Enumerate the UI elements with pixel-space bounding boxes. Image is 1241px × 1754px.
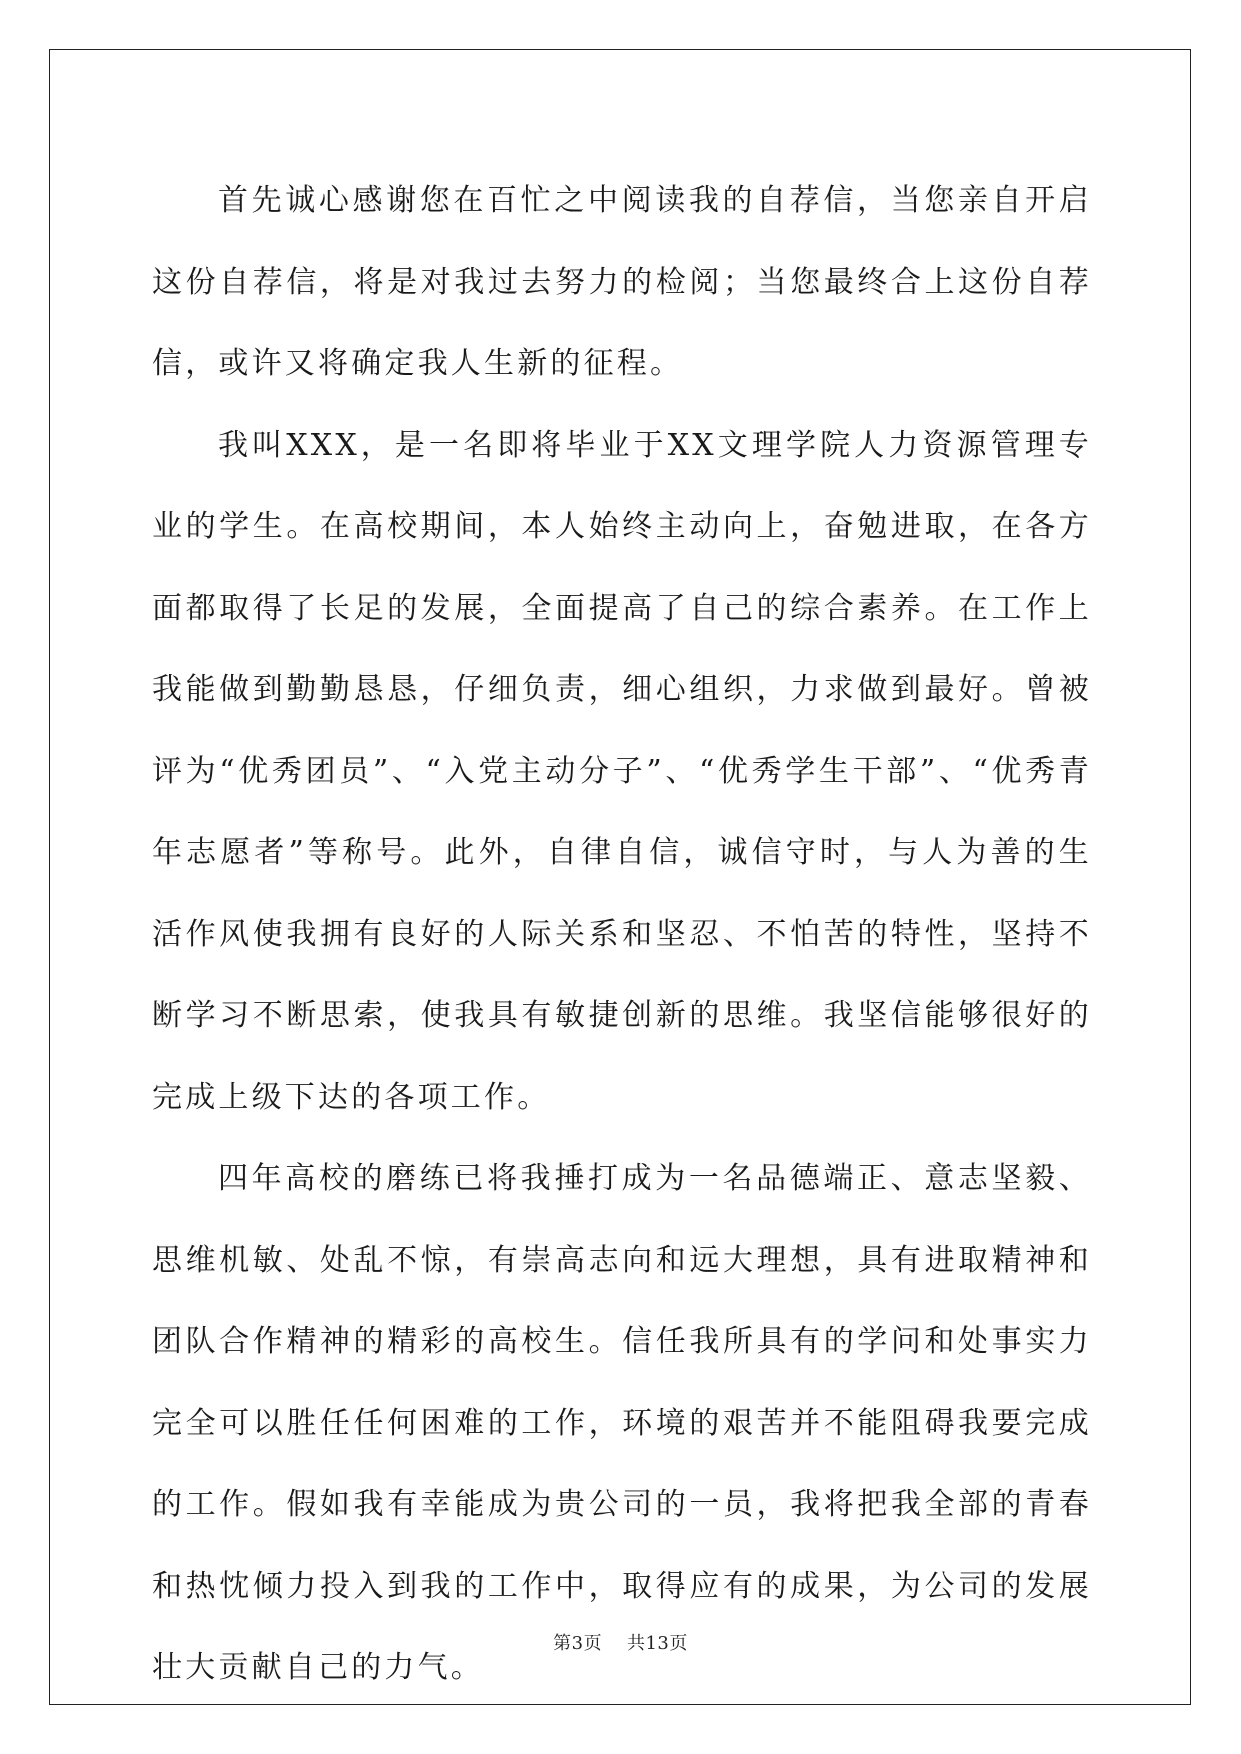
document-body [152,160,1092,1709]
paragraph-2: 我叫XXX，是一名即将毕业于XX文理学院人力资源管理专业的学生。在高校期间，本人始终主动向上，奋勉进取，在各方面都取得了长足的发展，全面提高了自己的综合素养。在工作上我能做到勤勤恳恳，仔细负责，细心组织，力求做到最好。曾被评为“优秀团员”、“入党主动分子”、“优秀学生干部”、“优秀青年志愿者”等称号。此外，自律自信，诚信守时，与人为善的生活作风使我拥有良好的人际关系和坚忍、不怕苦的特性，坚持不断学习不断思索，使我具有敏捷创新的思维。我坚信能够很好的完成上级下达的各项工作。 [152,427,1092,1115]
paragraph-1: 首先诚心感谢您在百忙之中阅读我的自荐信，当您亲自开启这份自荐信，将是对我过去努力的检阅；当您最终合上这份自荐信，或许又将确定我人生新的征程。 [152,183,1092,381]
page-number-footer: 第3页 共13页 [553,1633,688,1654]
paragraph-3: 四年高校的磨练已将我捶打成为一名品德端正、意志坚毅、思维机敏、处乱不惊，有崇高志向和远大理想，具有进取精神和团队合作精神的精彩的高校生。信任我所具有的学问和处事实力完全可以胜任任何困难的工作，环境的艰苦并不能阻碍我要完成的工作。假如我有幸能成为贵公司的一员，我将把我全部的青春和热忱倾力投入到我的工作中，取得应有的成果，为公司的发展壮大贡献自己的力气。 [152,1161,1092,1685]
